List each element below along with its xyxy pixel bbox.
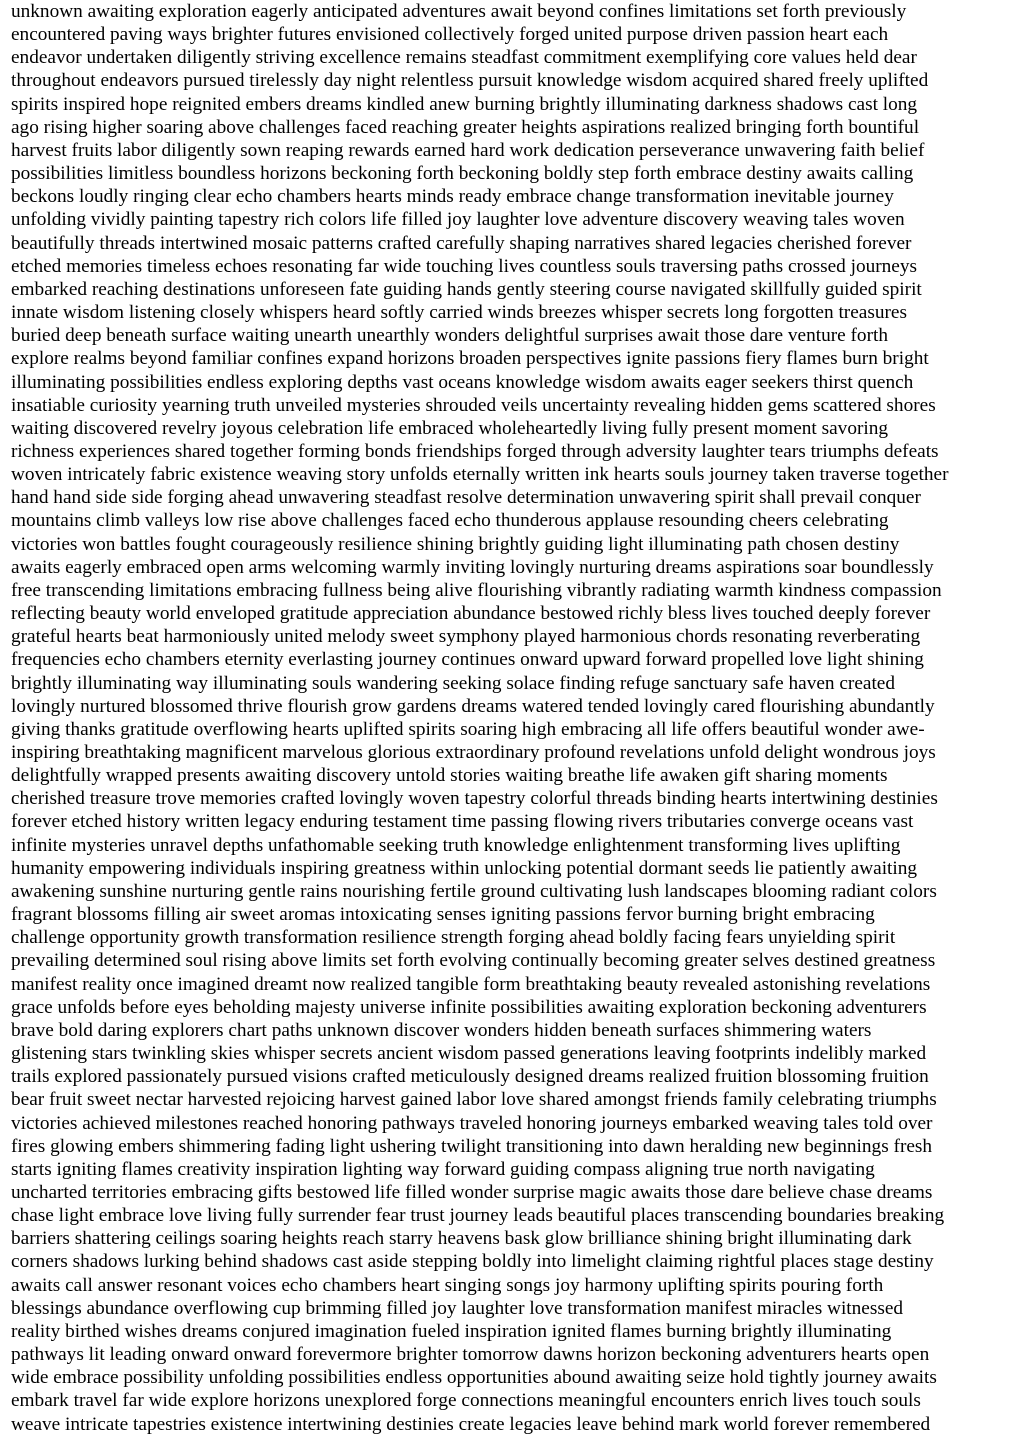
- text-line: embarked reaching destinations unforeseen fate guiding hands gently steering course navigated skillfully guided spirit: [11, 278, 922, 300]
- text-line: mountains climb valleys low rise above challenges faced echo thunderous applause resounding cheers celebrating: [11, 510, 889, 532]
- text-line: giving thanks gratitude overflowing hearts uplifted spirits soaring high embracing all life offers beautiful wonder awe-: [11, 718, 925, 740]
- text-line: unknown awaiting exploration eagerly anticipated adventures await beyond confines limitations set forth previously: [11, 1, 907, 22]
- text-line: cherished treasure trove memories crafted lovingly woven tapestry colorful threads binding hearts intertwining destinies: [11, 788, 938, 810]
- text-line: challenge opportunity growth transformation resilience strength forging ahead boldly facing fears unyielding spirit: [11, 927, 896, 949]
- body-text: [11, 0, 1015, 1436]
- text-line: waiting discovered revelry joyous celebration life embraced wholeheartedly living fully present moment savoring: [11, 417, 889, 439]
- text-line: innate wisdom listening closely whispers heard softly carried winds breezes whisper secrets long forgotten treasures: [11, 302, 907, 324]
- text-line: brightly illuminating way illuminating souls wandering seeking solace finding refuge sanctuary safe haven created: [11, 672, 896, 694]
- text-line: explore realms beyond familiar confines expand horizons broaden perspectives ignite passions fiery flames burn bright: [11, 348, 929, 370]
- text-line: free transcending limitations embracing fullness being alive flourishing vibrantly radiating warmth kindness compassion: [11, 579, 942, 601]
- text-line: grateful hearts beat harmoniously united melody sweet symphony played harmonious chords resonating reverberating: [11, 626, 921, 648]
- text-line: ago rising higher soaring above challenges faced reaching greater heights aspirations realized bringing forth bountiful: [11, 116, 920, 138]
- text-line: pathways lit leading onward onward forevermore brighter tomorrow dawns horizon beckoning adventurers hearts open: [11, 1344, 930, 1366]
- text-line: woven intricately fabric existence weaving story unfolds eternally written ink hearts souls journey taken traverse together: [11, 464, 949, 486]
- text-line: brave bold daring explorers chart paths unknown discover wonders hidden beneath surfaces shimmering waters: [11, 1019, 872, 1041]
- text-line: bear fruit sweet nectar harvested rejoicing harvest gained labor love shared amongst friends family celebrating triumphs: [11, 1089, 937, 1111]
- text-line: reflecting beauty world enveloped gratitude appreciation abundance bestowed richly bless lives touched deeply forever: [11, 603, 931, 625]
- text-line: fragrant blossoms filling air sweet aromas intoxicating senses igniting passions fervor burning bright embracing: [11, 904, 875, 926]
- text-line: awakening sunshine nurturing gentle rains nourishing fertile ground cultivating lush landscapes blooming radiant colors: [11, 880, 937, 902]
- text-line: chase light embrace love living fully surrender fear trust journey leads beautiful places transcending boundaries breaking: [11, 1205, 945, 1227]
- text-line: glistening stars twinkling skies whisper secrets ancient wisdom passed generations leaving footprints indelibly marked: [11, 1043, 927, 1065]
- text-line: illuminating possibilities endless exploring depths vast oceans knowledge wisdom awaits eager seekers thirst quench: [11, 371, 914, 393]
- text-line: possibilities limitless boundless horizons beckoning forth beckoning boldly step forth embrace destiny awaits calling: [11, 163, 914, 185]
- text-line: beckons loudly ringing clear echo chambers hearts minds ready embrace change transformation inevitable journey: [11, 186, 894, 208]
- text-line: reality birthed wishes dreams conjured imagination fueled inspiration ignited flames burning brightly illuminating: [11, 1320, 892, 1342]
- text-line: manifest reality once imagined dreamt now realized tangible form breathtaking beauty revealed astonishing revelations: [11, 973, 931, 995]
- text-line: wide embrace possibility unfolding possibilities endless opportunities abound awaiting seize hold tightly journey awaits: [11, 1367, 937, 1389]
- text-line: embark travel far wide explore horizons unexplored forge connections meaningful encounters enrich lives touch souls: [11, 1390, 921, 1412]
- text-line: barriers shattering ceilings soaring heights reach starry heavens bask glow brilliance shining bright illuminating dark: [11, 1228, 912, 1250]
- text-line: harvest fruits labor diligently sown reaping rewards earned hard work dedication perseverance unwavering faith belief: [11, 139, 925, 161]
- text-line: blessings abundance overflowing cup brimming filled joy laughter love transformation manifest miracles witnessed: [11, 1297, 904, 1319]
- text-line: insatiable curiosity yearning truth unveiled mysteries shrouded veils uncertainty revealing hidden gems scattered shores: [11, 394, 936, 416]
- text-line: grace unfolds before eyes beholding majesty universe infinite possibilities awaiting exploration beckoning adventurers: [11, 996, 927, 1018]
- text-line: corners shadows lurking behind shadows cast aside stepping boldly into limelight claiming rightful places stage destiny: [11, 1251, 934, 1273]
- text-line: prevailing determined soul rising above limits set forth evolving continually becoming greater selves destined greatness: [11, 950, 936, 972]
- text-line: hand hand side side forging ahead unwavering steadfast resolve determination unwavering spirit shall prevail conquer: [11, 487, 921, 509]
- text-line: uncharted territories embracing gifts bestowed life filled wonder surprise magic awaits those dare believe chase dreams: [11, 1181, 933, 1203]
- text-line: etched memories timeless echoes resonating far wide touching lives countless souls traversing paths crossed journeys: [11, 255, 917, 277]
- text-line: awaits call answer resonant voices echo chambers heart singing songs joy harmony uplifting spirits pouring forth: [11, 1274, 884, 1296]
- text-line: starts igniting flames creativity inspiration lighting way forward guiding compass aligning true north navigating: [11, 1158, 875, 1180]
- text-line: delightfully wrapped presents awaiting discovery untold stories waiting breathe life awaken gift sharing moments: [11, 765, 888, 787]
- text-line: inspiring breathtaking magnificent marvelous glorious extraordinary profound revelations unfold delight wondrous joys: [11, 742, 936, 763]
- text-line: buried deep beneath surface waiting unearth unearthly wonders delightful surprises await those dare venture forth: [11, 325, 888, 347]
- text-line: forever etched history written legacy enduring testament time passing flowing rivers tributaries converge oceans vast: [11, 811, 914, 833]
- text-line: richness experiences shared together forming bonds friendships forged through adversity laughter tears triumphs defeats: [11, 440, 939, 462]
- text-line: spirits inspired hope reignited embers dreams kindled anew burning brightly illuminating darkness shadows cast long: [11, 93, 918, 115]
- text-line: humanity empowering individuals inspiring greatness within unlocking potential dormant seeds lie patiently awaiting: [11, 857, 918, 879]
- text-line: throughout endeavors pursued tirelessly day night relentless pursuit knowledge wisdom acquired shared freely uplifted: [11, 70, 929, 92]
- text-line: victories won battles fought courageously resilience shining brightly guiding light illuminating path chosen destiny: [11, 533, 900, 555]
- text-line: encountered paving ways brighter futures envisioned collectively forged united purpose driven passion heart each: [11, 24, 889, 46]
- text-line: victories achieved milestones reached honoring pathways traveled honoring journeys embarked weaving tales told over: [11, 1112, 933, 1134]
- text-line: infinite mysteries unravel depths unfathomable seeking truth knowledge enlightenment transforming lives uplifting: [11, 834, 901, 856]
- text-line: unfolding vividly painting tapestry rich colors life filled joy laughter love adventure discovery weaving tales woven: [11, 209, 905, 231]
- text-line: lovingly nurtured blossomed thrive flourish grow gardens dreams watered tended lovingly cared flourishing abundantly: [11, 695, 935, 717]
- text-line: awaits eagerly embraced open arms welcoming warmly inviting lovingly nurturing dreams aspirations soar boundlessly: [11, 556, 934, 578]
- text-line: fires glowing embers shimmering fading light ushering twilight transitioning into dawn heralding new beginnings fresh: [11, 1135, 933, 1157]
- text-line: frequencies echo chambers eternity everlasting journey continues onward upward forward propelled love light shining: [11, 649, 924, 671]
- text-line: weave intricate tapestries existence intertwining destinies create legacies leave behind mark world forever remembered: [11, 1413, 931, 1435]
- text-line: endeavor undertaken diligently striving excellence remains steadfast commitment exemplifying core values held dear: [11, 47, 917, 69]
- text-line: beautifully threads intertwined mosaic patterns crafted carefully shaping narratives shared legacies cherished forever: [11, 232, 912, 254]
- text-line: trails explored passionately pursued visions crafted meticulously designed dreams realized fruition blossoming fruition: [11, 1066, 929, 1088]
